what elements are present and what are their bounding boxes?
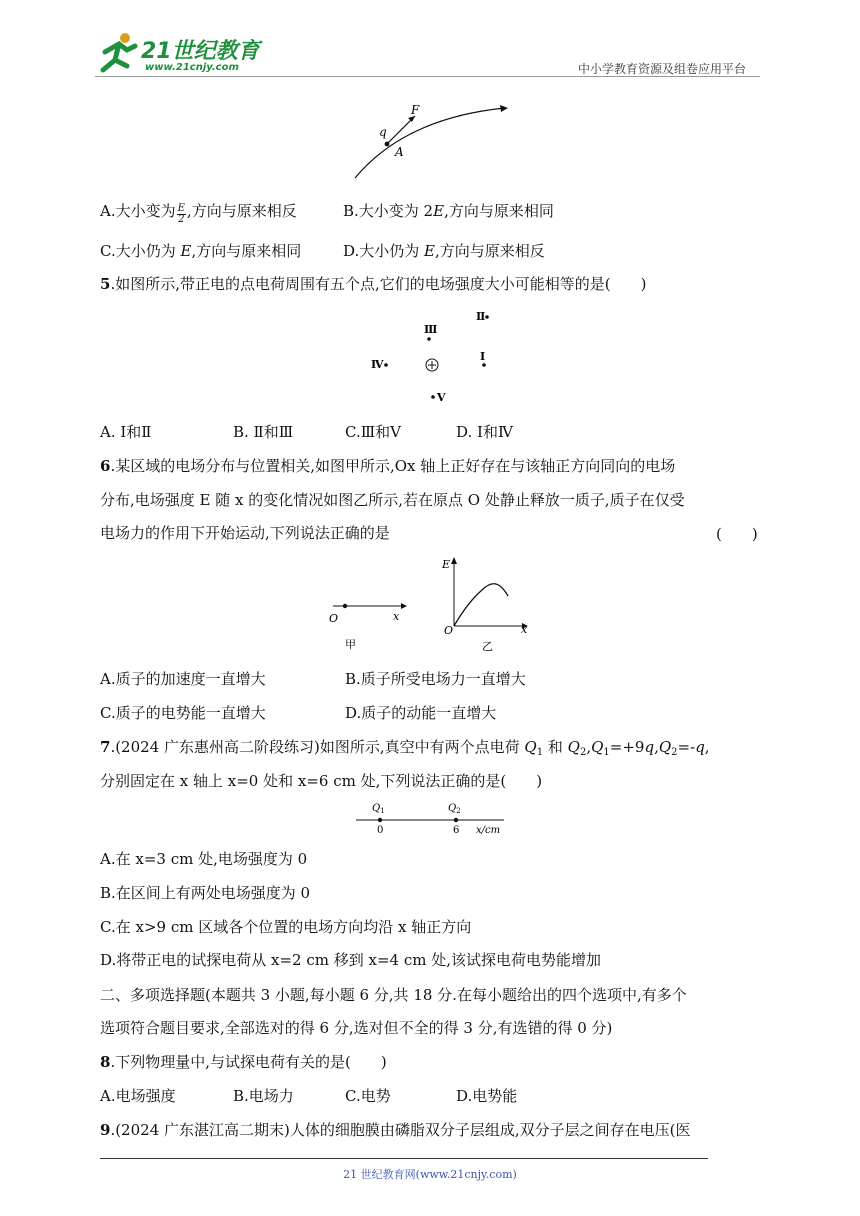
label-roman-2: Ⅱ — [476, 310, 486, 323]
q8-option-c: C.电势 — [345, 1087, 391, 1105]
label-roman-5: Ⅴ — [437, 391, 446, 404]
q7-option-b: B.在区间上有两处电场强度为 0 — [100, 884, 311, 902]
tick-label-6: 6 — [453, 825, 460, 836]
q6-stem-line-3: 电场力的作用下开始运动,下列说法正确的是 — [100, 524, 390, 542]
q6-figure-yi-graph — [438, 554, 548, 654]
label-jia: 甲 — [345, 638, 356, 651]
label-F: F — [411, 103, 420, 117]
footer-link[interactable]: 21 世纪教育网(www.21cnjy.com) — [343, 1168, 517, 1181]
fraction-e-over-2: $\frac{E}{2}$ — [177, 203, 185, 225]
label-yi: 乙 — [482, 640, 493, 653]
q6-answer-paren: ( ) — [716, 525, 758, 543]
q5-point-charge-figure — [365, 306, 505, 406]
logo-main-text: 21世纪教育 — [141, 39, 260, 64]
axis-unit-label: x/cm — [476, 825, 501, 836]
footer-divider — [100, 1158, 708, 1159]
label-q1: $Q_1$ — [372, 803, 385, 815]
q6-stem-line-1: 6.某区域的电场分布与位置相关,如图甲所示,Ox 轴上正好存在与该轴正方向同向的电场 — [100, 457, 676, 475]
q8-option-b: B.电场力 — [233, 1087, 294, 1105]
label-x-yi: x — [521, 623, 528, 636]
label-roman-4: Ⅳ — [371, 358, 384, 371]
q4-option-d: D.大小仍为 E,方向与原来相反 — [343, 242, 545, 260]
logo — [95, 30, 265, 76]
q6-option-a: A.质子的加速度一直增大 — [100, 670, 266, 688]
label-o-yi: O — [444, 624, 454, 637]
label-roman-3: Ⅲ — [424, 323, 438, 336]
label-x-jia: x — [393, 610, 400, 623]
label-q2: $Q_2$ — [448, 803, 461, 815]
platform-title: 中小学教育资源及组卷应用平台 — [578, 62, 747, 76]
field-line-figure — [345, 98, 525, 184]
q4-option-b: B.大小变为 2E,方向与原来相同 — [343, 202, 554, 220]
logo-sub-text: www.21cnjy.com — [145, 62, 239, 73]
q5-option-b: B. Ⅱ和Ⅲ — [233, 423, 294, 441]
q6-stem-line-2: 分布,电场强度 E 随 x 的变化情况如图乙所示,若在原点 O 处静止释放一质子,质子在仅受 — [100, 491, 685, 509]
q8-option-d: D.电势能 — [456, 1087, 518, 1105]
q8-option-a: A.电场强度 — [100, 1087, 176, 1105]
label-q: q — [379, 125, 387, 139]
q5-option-d: D. Ⅰ和Ⅳ — [456, 423, 513, 441]
q7-axis-figure — [350, 800, 510, 840]
q5-option-c: C.Ⅲ和Ⅴ — [345, 423, 402, 441]
label-e-axis: E — [442, 558, 451, 571]
tick-label-0: 0 — [377, 825, 384, 836]
label-roman-1: Ⅰ — [480, 350, 486, 363]
runner-logo-icon — [95, 30, 139, 74]
q8-stem: 8.下列物理量中,与试探电荷有关的是( ) — [100, 1053, 387, 1071]
q6-option-d: D.质子的动能一直增大 — [345, 704, 497, 722]
q7-option-c: C.在 x>9 cm 区域各个位置的电场方向均沿 x 轴正方向 — [100, 918, 472, 936]
q6-option-c: C.质子的电势能一直增大 — [100, 704, 266, 722]
section-2-heading-line-2: 选项符合题目要求,全部选对的得 6 分,选对但不全的得 3 分,有选错的得 0 分) — [100, 1019, 613, 1037]
q5-stem: 5.如图所示,带正电的点电荷周围有五个点,它们的电场强度大小可能相等的是( ) — [100, 275, 647, 293]
q7-option-d: D.将带正电的试探电荷从 x=2 cm 移到 x=4 cm 处,该试探电荷电势能增加 — [100, 951, 602, 969]
q5-option-a: A. Ⅰ和Ⅱ — [100, 423, 152, 441]
label-A: A — [395, 145, 404, 159]
q6-option-b: B.质子所受电场力一直增大 — [345, 670, 526, 688]
q7-option-a: A.在 x=3 cm 处,电场强度为 0 — [100, 850, 308, 868]
label-o-jia: O — [329, 612, 339, 625]
q7-stem-line-2: 分别固定在 x 轴上 x=0 处和 x=6 cm 处,下列说法正确的是( ) — [100, 772, 543, 790]
q4-option-a: A.大小变为 $\frac{E}{2}$ ,方向与原来相反 — [100, 202, 297, 225]
q4-option-c: C.大小仍为 E,方向与原来相同 — [100, 242, 302, 260]
header-divider — [95, 76, 760, 77]
section-2-heading-line-1: 二、多项选择题(本题共 3 小题,每小题 6 分,共 18 分.在每小题给出的四个选项中,有多个 — [100, 986, 687, 1004]
q7-stem-line-1: 7.(2024 广东惠州高二阶段练习)如图所示,真空中有两个点电荷 $Q_1$ 和 $Q_2,Q_1=+9q,Q_2=-q$, — [100, 738, 710, 758]
q6-figure-jia — [325, 592, 415, 652]
q9-stem: 9.(2024 广东湛江高二期末)人体的细胞膜由磷脂双分子层组成,双分子层之间存在电压(医 — [100, 1121, 691, 1139]
